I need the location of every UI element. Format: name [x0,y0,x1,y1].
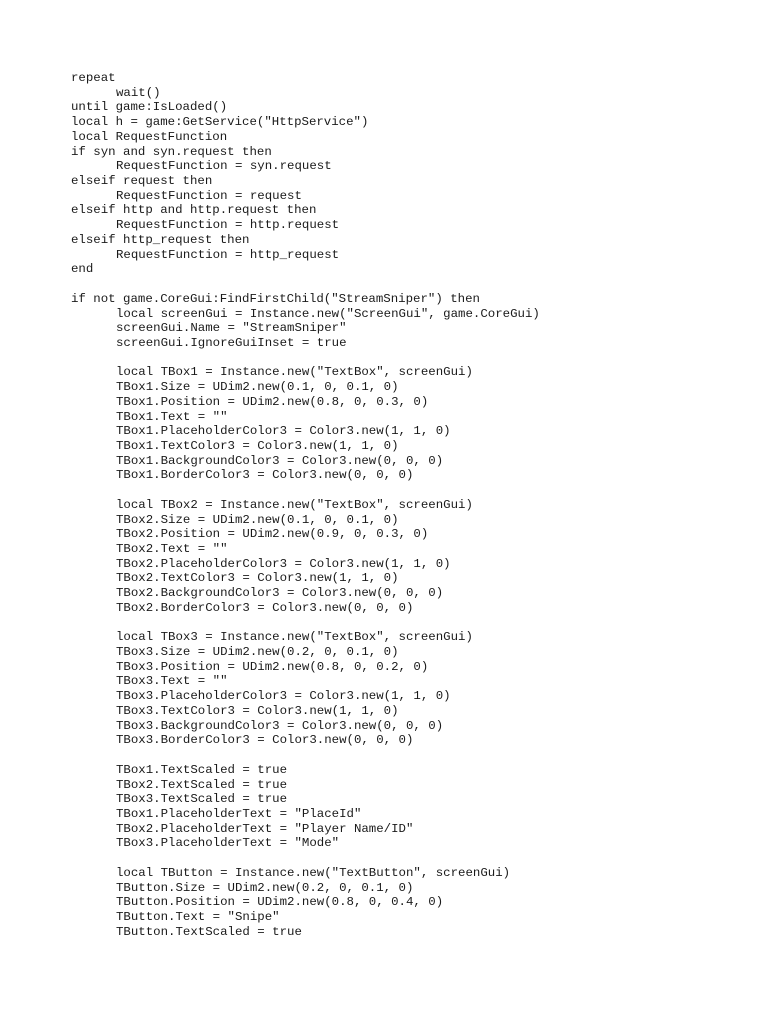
code-line: local TButton = Instance.new("TextButton", screenGui) [116,865,511,880]
code-line: TBox1.Size = UDim2.new(0.1, 0, 0.1, 0) [116,380,399,395]
code-line: TBox3.TextScaled = true [116,792,288,807]
code-line [71,616,751,631]
code-line: TBox1.Text = "" [116,409,228,424]
code-line: wait() [116,85,161,100]
code-line: RequestFunction = syn.request [116,159,332,174]
code-line: screenGui.Name = "StreamSniper" [116,321,347,336]
code-line: end [71,262,94,277]
code-line: elseif http and http.request then [71,203,317,218]
code-line [71,483,751,498]
code-line: TBox1.PlaceholderColor3 = Color3.new(1, 1, 0) [116,424,451,439]
code-line: until game:IsLoaded() [71,100,228,115]
code-line: TBox2.Text = "" [116,542,228,556]
code-line: TBox1.PlaceholderText = "PlaceId" [116,806,362,821]
code-line: TBox2.Size = UDim2.new(0.1, 0, 0.1, 0) [116,512,399,527]
code-line: if not game.CoreGui:FindFirstChild("StreamSniper") then [71,291,480,306]
code-line: TBox1.TextScaled = true [116,762,288,777]
code-line: local h = game:GetService("HttpService") [71,115,369,130]
code-line: TBox3.TextColor3 = Color3.new(1, 1, 0) [116,703,399,718]
code-line: elseif http_request then [71,232,250,247]
code-line: TBox1.Position = UDim2.new(0.8, 0, 0.3, 0) [116,394,429,409]
code-line: TBox2.BackgroundColor3 = Color3.new(0, 0, 0) [116,586,444,601]
code-line: TBox1.TextColor3 = Color3.new(1, 1, 0) [116,438,399,453]
code-line [71,851,751,866]
code-line: TButton.Position = UDim2.new(0.8, 0, 0.4, 0) [116,895,444,910]
code-line: TBox2.TextColor3 = Color3.new(1, 1, 0) [116,571,399,586]
code-line [71,277,751,292]
code-line: TBox1.BackgroundColor3 = Color3.new(0, 0, 0) [116,453,444,468]
code-line: TBox2.Position = UDim2.new(0.9, 0, 0.3, 0) [116,527,429,542]
code-line: TBox3.Size = UDim2.new(0.2, 0, 0.1, 0) [116,645,399,660]
code-line: local TBox1 = Instance.new("TextBox", screenGui) [116,365,473,380]
code-line: TBox2.PlaceholderColor3 = Color3.new(1, 1, 0) [116,556,451,571]
code-line: local RequestFunction [71,129,228,144]
code-line: TButton.Size = UDim2.new(0.2, 0, 0.1, 0) [116,880,414,895]
code-line: TBox2.TextScaled = true [116,777,288,792]
code-line: TButton.TextScaled = true [116,924,302,939]
code-line: local TBox3 = Instance.new("TextBox", screenGui) [116,630,473,645]
code-line: TBox2.BorderColor3 = Color3.new(0, 0, 0) [116,600,414,615]
code-line: RequestFunction = http.request [116,218,340,233]
code-line: RequestFunction = http_request [116,247,340,262]
code-line: TBox2.PlaceholderText = "Player Name/ID" [116,821,414,836]
code-line: TBox3.PlaceholderColor3 = Color3.new(1, 1, 0) [116,689,451,704]
code-line: TBox3.BorderColor3 = Color3.new(0, 0, 0) [116,733,414,748]
code-line: TBox3.BackgroundColor3 = Color3.new(0, 0, 0) [116,718,444,733]
code-line: elseif request then [71,174,213,189]
code-line: local screenGui = Instance.new("ScreenGui", game.CoreGui) [116,306,540,321]
code-line [71,351,751,366]
code-line: TBox3.PlaceholderText = "Mode" [116,836,340,851]
code-document [71,71,751,939]
code-line: TBox3.Position = UDim2.new(0.8, 0, 0.2, 0) [116,659,429,674]
code-line: local TBox2 = Instance.new("TextBox", screenGui) [116,497,473,512]
code-line: if syn and syn.request then [71,144,272,159]
code-line: RequestFunction = request [116,188,302,203]
code-line: TBox3.Text = "" [116,674,228,689]
code-line: TBox1.BorderColor3 = Color3.new(0, 0, 0) [116,468,414,483]
code-line: repeat [71,71,116,85]
code-line [71,748,751,763]
code-line: TButton.Text = "Snipe" [116,909,280,924]
code-line: screenGui.IgnoreGuiInset = true [116,335,347,350]
